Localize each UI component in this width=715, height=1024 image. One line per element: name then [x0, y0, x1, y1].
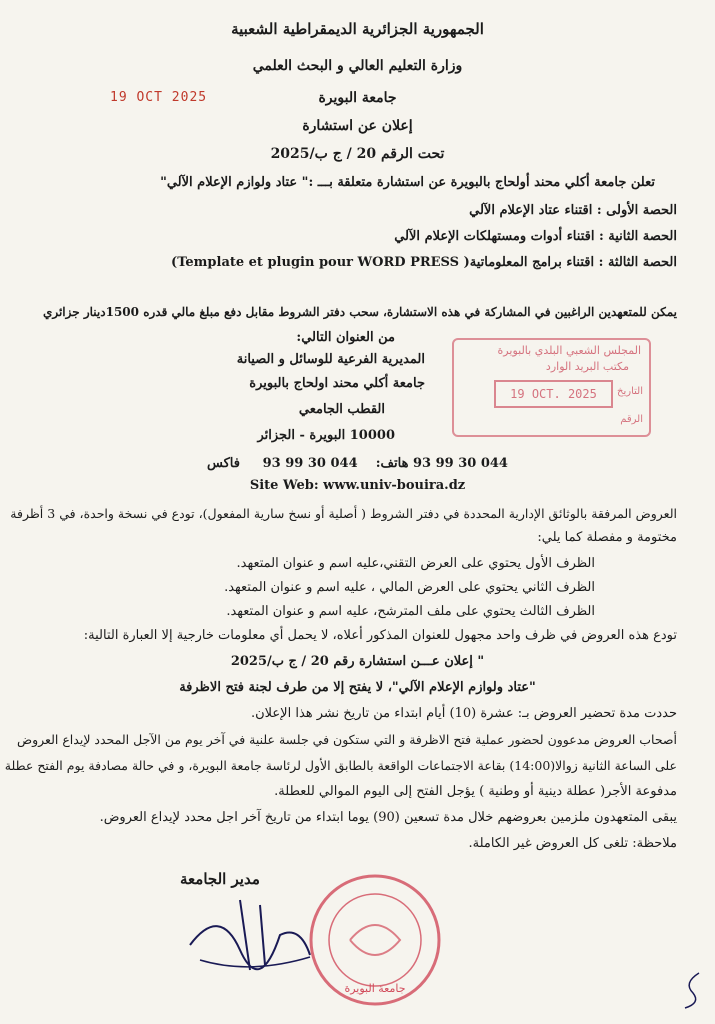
phone-value: 93 99 30 044	[412, 456, 508, 471]
ministry-heading: وزارة التعليم العالي و البحث العلمي	[252, 58, 463, 74]
phone-label: هاتف:	[375, 456, 409, 471]
stamp-title: المجلس الشعبي البلدي بالبويرة	[497, 344, 641, 357]
lot-3: الحصة الثالثة : اقتناء برامج المعلوماتية( Template et plugin pour WORD PRESS)	[171, 255, 677, 270]
contact-line	[0, 456, 715, 471]
signature-title: مدير الجامعة	[180, 870, 260, 888]
notice-title: إعلان عن استشارة	[302, 118, 413, 134]
address-line-2: جامعة أكلي محند اولحاج بالبويرة	[249, 376, 425, 391]
address-line-3: القطب الجامعي	[298, 402, 385, 417]
address-line-1: المديرية الفرعية للوسائل و الصيانة	[236, 352, 425, 367]
withdraw-text: يمكن للمتعهدين الراغبين في المشاركة في هذه الاستشارة، سحب دفتر الشروط مقابل دفع مبلغ مالي قدره 1500دينار جزائري	[42, 305, 677, 319]
received-date-stamp: 19 OCT 2025	[110, 90, 208, 105]
reference-number: تحت الرقم 20 / ج ب/2025	[270, 146, 445, 162]
deposit-text: تودع هذه العروض في ظرف واحد مجهول للعنوان المذكور أعلاه، لا يحمل أي معلومات خارجية إلا العبارة التالية:	[83, 628, 677, 643]
paragraph-5: يبقى المتعهدون ملزمين بعروضهم خلال مدة تسعين (90) يوما ابتداء من تاريخ آخر اجل محدد لإيداع العروض.	[99, 810, 677, 825]
envelope-3: الظرف الثالث يحتوي على ملف المترشح، عليه اسم و عنوان المتعهد.	[226, 604, 595, 619]
stamp-date-label: التاريخ	[617, 386, 643, 397]
offers-text-1: العروض المرفقة بالوثائق الإدارية المحددة في دفتر الشروط ( أصلية أو نسخ سارية المفعول)، تودع في نسخة واحدة، في 3 أظرفة	[10, 506, 677, 521]
incoming-mail-stamp	[452, 338, 651, 437]
offers-text-2: مختومة و مفصلة كما يلي:	[537, 530, 677, 545]
address-label: من العنوان التالي:	[296, 330, 395, 345]
paragraph-3: على الساعة الثانية زوالا(14:00) بقاعة الاجتماعات الواقعة بالطابق الأول لرئاسة جامعة البويرة، و في حالة مصادفة يوم الفتح عطلة	[4, 758, 677, 773]
margin-scribble	[681, 968, 703, 1013]
stamp-number-label: الرقم	[620, 414, 643, 425]
lot-2: الحصة الثانية : اقتناء أدوات ومستهلكات الإعلام الآلي	[394, 229, 677, 244]
quoted-line-1: " إعلان عـــن استشارة رقم 20 / ج ب/2025	[230, 654, 485, 669]
signature-scribble	[180, 895, 320, 975]
stamp-date-value: 19 OCT. 2025	[494, 380, 613, 408]
envelope-2: الظرف الثاني يحتوي على العرض المالي ، عليه اسم و عنوان المتعهد.	[224, 580, 595, 595]
paragraph-1: حددت مدة تحضير العروض بـ: عشرة (10) أيام ابتداء من تاريخ نشر هذا الإعلان.	[250, 706, 677, 721]
university-heading: جامعة البويرة	[318, 90, 397, 106]
paragraph-6: ملاحظة: تلغى كل العروض غير الكاملة.	[468, 836, 677, 851]
address-line-4: 10000 البويرة - الجزائر	[257, 428, 395, 443]
fax-value: 93 99 30 044	[262, 456, 358, 471]
paragraph-4: مدفوعة الأجر( عطلة دينية أو وطنية ) يؤجل الفتح إلى اليوم الموالي للعطلة.	[274, 784, 677, 799]
intro-text: تعلن جامعة أكلي محند أولحاج بالبويرة عن استشارة متعلقة بـــ :" عتاد ولوازم الإعلام الآلي"	[160, 175, 655, 190]
fax-label: فاكس	[207, 456, 240, 471]
quoted-line-2: "عتاد ولوازم الإعلام الآلي"، لا يفتح إلا من طرف لجنة فتح الاظرفة	[179, 680, 536, 695]
university-seal	[305, 870, 445, 1010]
lot-1: الحصة الأولى : اقتناء عتاد الإعلام الآلي	[469, 203, 677, 218]
stamp-subtitle: مكتب البريد الوارد	[545, 360, 629, 373]
website: Site Web: www.univ-bouira.dz	[249, 478, 466, 493]
paragraph-2: أصحاب العروض مدعوون لحضور عملية فتح الاظرفة و التي ستكون في جلسة علنية في آخر يوم من الآجل المحدد لإيداع العروض	[17, 732, 677, 747]
envelope-1: الظرف الأول يحتوي على العرض التقني،عليه اسم و عنوان المتعهد.	[236, 556, 595, 571]
seal-text: جامعة البويرة	[344, 982, 406, 995]
republic-heading: الجمهورية الجزائرية الديمقراطية الشعبية	[231, 20, 484, 38]
